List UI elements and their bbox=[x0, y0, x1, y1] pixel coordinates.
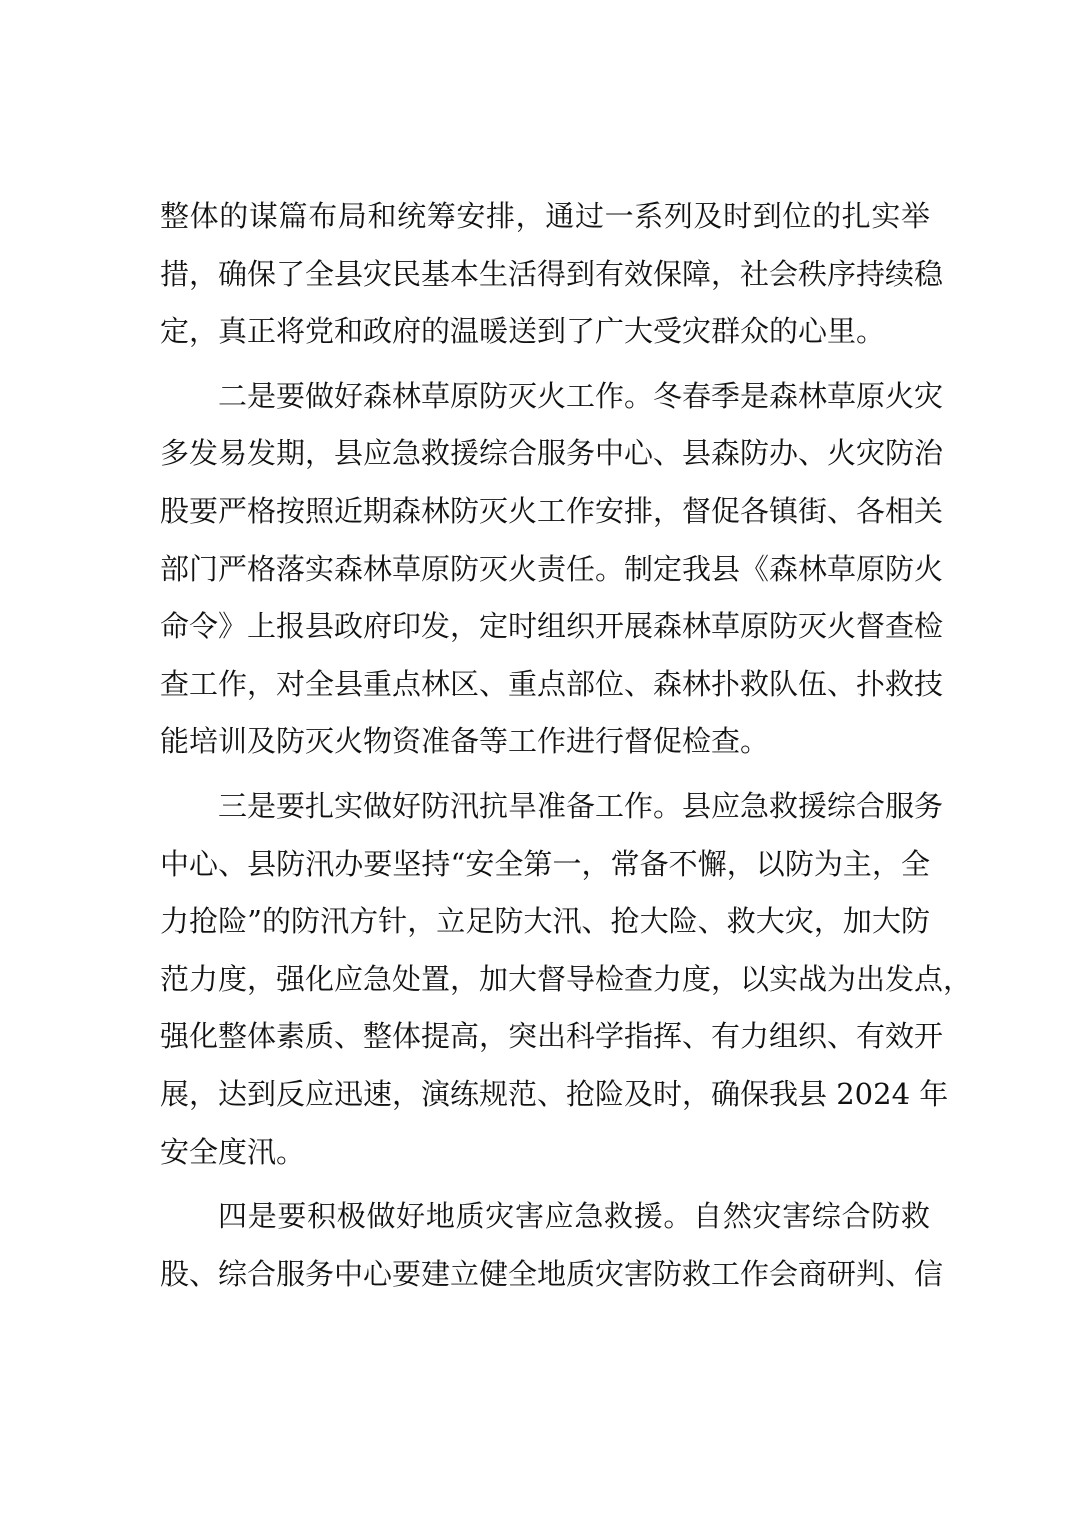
text-line: 多发易发期，县应急救援综合服务中心、县森防办、火灾防治 bbox=[160, 436, 944, 471]
text-line: 二是要做好森林草原防灭火工作。冬春季是森林草原火灾 bbox=[218, 378, 944, 413]
text-line: 命令》上报县政府印发，定时组织开展森林草原防灭火督查检 bbox=[160, 609, 944, 644]
paragraph-1 bbox=[160, 188, 944, 361]
text-line: 安全度汛。 bbox=[160, 1134, 306, 1169]
text-line: 范力度，强化应急处置，加大督导检查力度，以实战为出发点， bbox=[160, 961, 973, 996]
text-line: 能培训及防灭火物资准备等工作进行督促检查。 bbox=[160, 724, 770, 759]
paragraph-4 bbox=[160, 1188, 944, 1303]
text-line: 强化整体素质、整体提高，突出科学指挥、有力组织、有效开 bbox=[160, 1019, 944, 1054]
text-line: 力抢险”的防汛方针，立足防大汛、抢大险、救大灾，加大防 bbox=[160, 904, 930, 939]
text-line: 三是要扎实做好防汛抗旱准备工作。县应急救援综合服务 bbox=[218, 788, 944, 823]
text-line: 查工作，对全县重点林区、重点部位、森林扑救队伍、扑救技 bbox=[160, 666, 944, 701]
text-line: 展，达到反应迅速，演练规范、抢险及时，确保我县 2024 年 bbox=[160, 1076, 949, 1111]
paragraph-2 bbox=[160, 368, 944, 771]
text-line: 定，真正将党和政府的温暖送到了广大受灾群众的心里。 bbox=[160, 314, 886, 349]
text-line: 股、综合服务中心要建立健全地质灾害防救工作会商研判、信 bbox=[160, 1256, 944, 1291]
text-line: 股要严格按照近期森林防灭火工作安排，督促各镇街、各相关 bbox=[160, 493, 944, 528]
text-line: 中心、县防汛办要坚持“安全第一，常备不懈，以防为主，全 bbox=[160, 846, 930, 881]
paragraph-3 bbox=[160, 778, 973, 1181]
text-line: 部门严格落实森林草原防灭火责任。制定我县《森林草原防火 bbox=[160, 551, 944, 586]
text-line: 四是要积极做好地质灾害应急救援。自然灾害综合防救 bbox=[218, 1199, 930, 1234]
text-line: 措，确保了全县灾民基本生活得到有效保障，社会秩序持续稳 bbox=[160, 256, 944, 291]
body-text bbox=[160, 188, 973, 1303]
text-line: 整体的谋篇布局和统筹安排，通过一系列及时到位的扎实举 bbox=[160, 199, 930, 233]
